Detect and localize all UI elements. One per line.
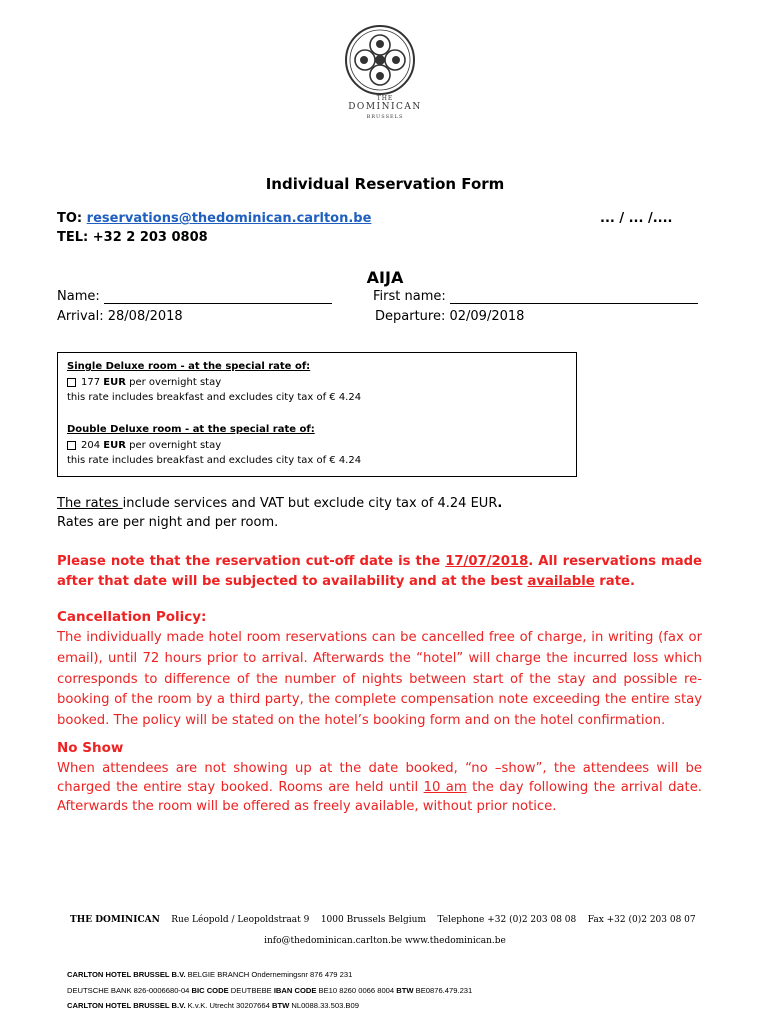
cutoff-notice: Please note that the reservation cut-off date is the 17/07/2018. All reservations made after that date will be subjected to availability and at the best available rate. <box>57 554 702 589</box>
double-room-price[interactable]: 204 EUR per overnight stay <box>67 440 221 451</box>
cancellation-text: The individually made hotel room reservations can be cancelled free of charge, in writing (fax or email), until 72 hours prior to arrival. Afterwards the “hotel” will charge the incurred loss which corresponds to difference of the number of nights between start of the stay and possible re-booking of the room by a third party, the complete compensation note exceeding the entire stay booked. The policy will be stated on the hotel’s booking form and on the hotel confirmation. <box>57 630 702 729</box>
single-room-price[interactable]: 177 EUR per overnight stay <box>67 377 221 388</box>
room-rates-box <box>57 352 577 477</box>
dominican-logo-icon <box>340 20 420 100</box>
double-room-checkbox[interactable] <box>67 441 76 450</box>
legal-line-2: DEUTSCHE BANK 826-0006680-04 BIC CODE DEUTBEBE IBAN CODE BE10 8260 0066 8004 BTW BE0876.479.231 <box>67 986 473 995</box>
cancellation-heading: Cancellation Policy: <box>57 609 207 625</box>
first-name-line[interactable] <box>450 291 698 304</box>
name-line[interactable] <box>104 291 332 304</box>
rates-per-night: Rates are per night and per room. <box>57 515 279 530</box>
first-name-field[interactable] <box>373 289 698 304</box>
single-room-checkbox[interactable] <box>67 378 76 387</box>
double-room-note: this rate includes breakfast and excludes city tax of € 4.24 <box>67 455 362 466</box>
name-field[interactable] <box>57 289 332 304</box>
single-room-heading: Single Deluxe room - at the special rate of: <box>67 361 311 372</box>
date-placeholder: ... / ... /.... <box>600 211 673 226</box>
form-title: Individual Reservation Form <box>265 175 505 193</box>
double-room-heading: Double Deluxe room - at the special rate of: <box>67 424 315 435</box>
brand-line-dominican: DOMINICAN <box>348 102 422 112</box>
brand-line-brussels: BRUSSELS <box>366 114 404 120</box>
first-name-label: First name: <box>373 289 446 304</box>
footer-address: THE DOMINICAN Rue Léopold / Leopoldstraat 9 1000 Brussels Belgium Telephone +32 (0)2 203 08 08 Fax +32 (0)2 203 08 07 <box>70 915 696 925</box>
noshow-heading: No Show <box>57 740 124 756</box>
arrival-date: Arrival: 28/08/2018 <box>57 309 183 324</box>
to-line <box>57 211 371 226</box>
legal-line-3: CARLTON HOTEL BRUSSEL B.V. K.v.K. Utrecht 30207664 BTW NL0088.33.503.B09 <box>67 1001 359 1010</box>
group-name: AIJA <box>366 268 404 287</box>
legal-line-1: CARLTON HOTEL BRUSSEL B.V. BELGIE BRANCH Ondernemingsnr 876 479 231 <box>67 970 353 979</box>
name-label: Name: <box>57 289 100 304</box>
single-room-note: this rate includes breakfast and excludes city tax of € 4.24 <box>67 392 362 403</box>
brand-line-the: THE <box>376 95 394 102</box>
rates-info: The rates include services and VAT but exclude city tax of 4.24 EUR. <box>57 496 503 511</box>
tel-line: TEL: +32 2 203 0808 <box>57 230 208 245</box>
email-link[interactable]: reservations@thedominican.carlton.be <box>86 211 372 226</box>
noshow-text: When attendees are not showing up at the date booked, “no –show”, the attendees will be charged the entire stay booked. Rooms are held until 10 am the day following the arrival date. Afterwards the room will be offered as freely available, without prior notice. <box>57 761 702 814</box>
departure-date: Departure: 02/09/2018 <box>375 309 525 324</box>
to-label: TO: <box>57 211 83 226</box>
footer-contact: info@thedominican.carlton.be www.thedominican.be <box>264 936 506 946</box>
